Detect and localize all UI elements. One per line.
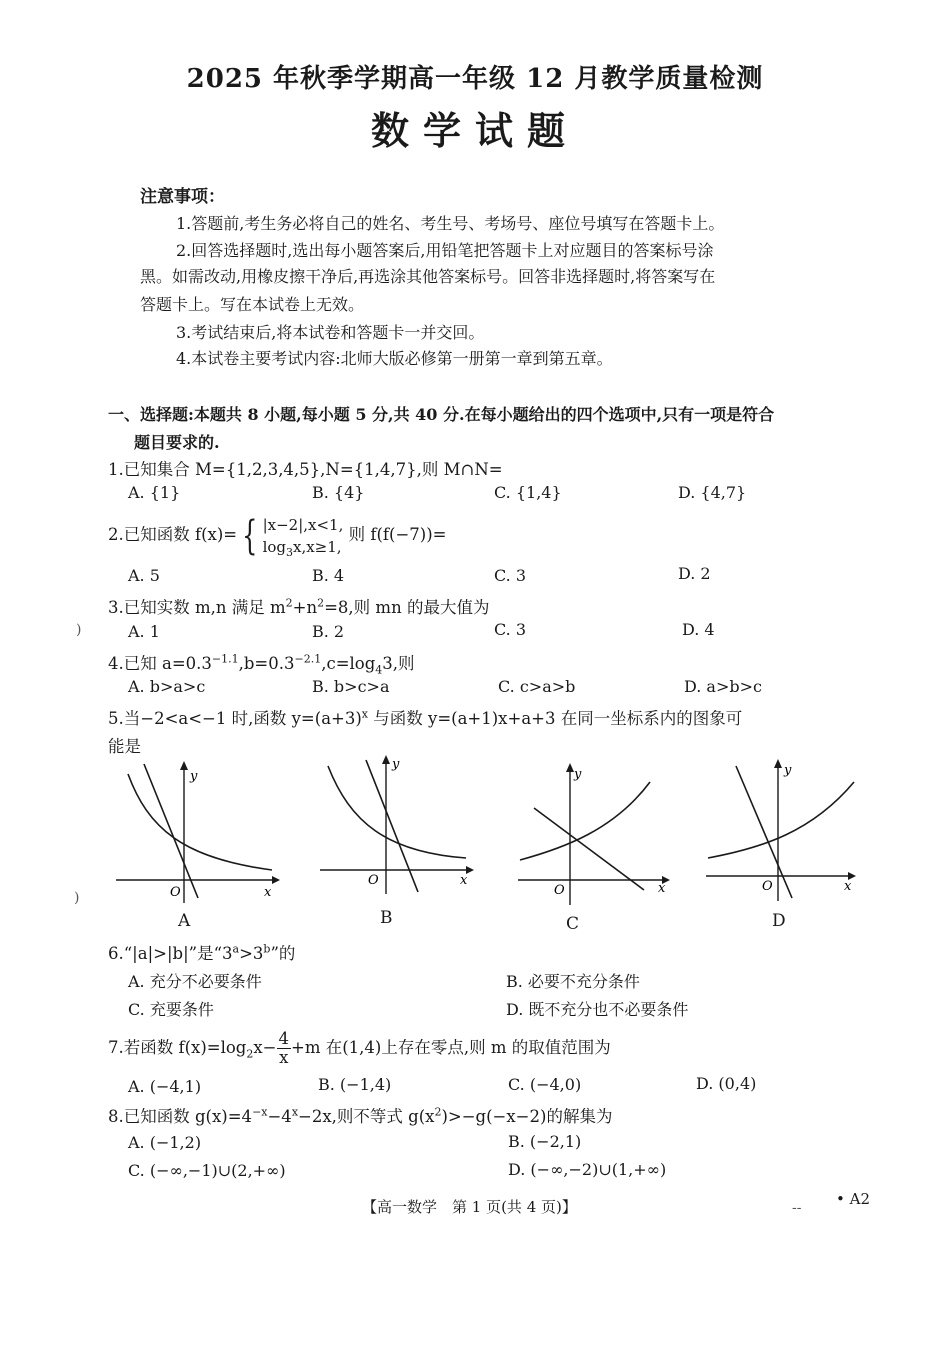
exam-title: 2025 年秋季学期高一年级 12 月教学质量检测 bbox=[186, 64, 764, 94]
q3-a: 3.已知实数 m,n 满足 m bbox=[108, 598, 286, 617]
q7-option-d: D. (0,4) bbox=[696, 1074, 757, 1093]
note-2a: 2.回答选择题时,选出每小题答案后,用铅笔把答题卡上对应题目的答案标号涂 bbox=[176, 241, 714, 260]
q8-s2: x bbox=[291, 1105, 299, 1119]
q7-p2: x− bbox=[253, 1038, 277, 1057]
q2-case-2-sub: 3 bbox=[286, 545, 293, 559]
origin-label: O bbox=[554, 883, 565, 898]
exponential-curve bbox=[708, 782, 854, 858]
q7-p3: +m 在(1,4)上存在零点,则 m 的取值范围为 bbox=[291, 1038, 611, 1057]
q8-p4: )>−g(−x−2)的解集为 bbox=[441, 1107, 613, 1126]
note-1: 1.答题前,考生务必将自己的姓名、考生号、考场号、座位号填写在答题卡上。 bbox=[176, 214, 725, 233]
q3-b: +n bbox=[292, 598, 318, 617]
section-heading-cont: 题目要求的. bbox=[134, 433, 220, 452]
section-heading: 一、选择题:本题共 8 小题,每小题 5 分,共 40 分.在每小题给出的四个选项中,只有一项是符合 bbox=[108, 405, 775, 424]
q2-tail: 则 f(f(−7))= bbox=[348, 525, 447, 544]
q2-lead: 2.已知函数 f(x)= bbox=[108, 525, 238, 544]
q7-option-a: A. (−4,1) bbox=[128, 1077, 202, 1096]
q7-denominator: x bbox=[279, 1048, 289, 1067]
origin-label: O bbox=[762, 879, 773, 894]
q6-p1: 6.“|a|>|b|”是“3 bbox=[108, 944, 233, 963]
q3-c: =8,则 mn 的最大值为 bbox=[324, 598, 490, 617]
q3-sup-2: 2 bbox=[317, 596, 325, 610]
y-label: y bbox=[784, 763, 792, 778]
graph-d bbox=[702, 756, 862, 906]
q4-s2: −2.1 bbox=[294, 652, 322, 666]
origin-label: O bbox=[368, 873, 379, 888]
graph-b bbox=[316, 752, 476, 902]
graph-label-b: B bbox=[380, 908, 393, 928]
note-2b: 黑。如需改动,用橡皮擦干净后,再选涂其他答案标号。回答非选择题时,将答案写在 bbox=[140, 267, 716, 286]
q7-numerator: 4 bbox=[278, 1029, 290, 1048]
q3-option-c: C. 3 bbox=[494, 620, 527, 639]
note-4: 4.本试卷主要考试内容:北师大版必修第一册第一章到第五章。 bbox=[176, 349, 613, 368]
q5-sup: x bbox=[361, 707, 369, 721]
q8-p1: 8.已知函数 g(x)=4 bbox=[108, 1107, 253, 1126]
exponential-curve bbox=[128, 774, 272, 870]
q8-s3: 2 bbox=[434, 1105, 442, 1119]
q8-p3: −2x,则不等式 g(x bbox=[298, 1107, 435, 1126]
q4-option-c: C. c>a>b bbox=[498, 677, 576, 696]
origin-label: O bbox=[170, 885, 181, 900]
linear-line bbox=[534, 808, 644, 890]
q3-sup-1: 2 bbox=[285, 596, 293, 610]
question-1: 1.已知集合 M={1,2,3,4,5},N={1,4,7},则 M∩N= bbox=[108, 460, 503, 479]
q2-case-2-b: x,x≥1, bbox=[293, 537, 342, 556]
linear-line bbox=[144, 764, 198, 898]
graph-label-a: A bbox=[178, 911, 191, 931]
footer-dash: -- bbox=[792, 1200, 802, 1216]
q2-case-1: |x−2|,x<1, bbox=[262, 515, 344, 534]
y-label: y bbox=[574, 767, 582, 782]
q5-a: 5.当−2<a<−1 时,函数 y=(a+3) bbox=[108, 709, 362, 728]
y-label: y bbox=[190, 769, 198, 784]
graph-label-c: C bbox=[566, 914, 580, 934]
q8-s1: −x bbox=[252, 1105, 268, 1119]
q4-option-a: A. b>a>c bbox=[128, 677, 206, 696]
question-5-cont: 能是 bbox=[108, 737, 141, 756]
q3-option-d: D. 4 bbox=[682, 620, 715, 639]
brace-icon: { bbox=[242, 512, 258, 559]
y-arrow-icon bbox=[566, 763, 574, 772]
q6-option-d: D. 既不充分也不必要条件 bbox=[506, 1000, 689, 1019]
exponential-curve bbox=[328, 766, 466, 858]
graph-label-d: D bbox=[772, 911, 786, 931]
q2-case-2 bbox=[263, 536, 344, 558]
q7-sub: 2 bbox=[246, 1047, 254, 1061]
q7-p1: 7.若函数 f(x)=log bbox=[108, 1038, 247, 1057]
x-label: x bbox=[844, 879, 852, 894]
question-5 bbox=[108, 705, 742, 729]
q2-cases bbox=[263, 514, 344, 558]
question-7 bbox=[108, 1024, 611, 1072]
note-3: 3.考试结束后,将本试卷和答题卡一并交回。 bbox=[176, 323, 485, 342]
q6-option-a: A. 充分不必要条件 bbox=[128, 972, 262, 991]
q4-s1: −1.1 bbox=[211, 652, 239, 666]
x-label: x bbox=[460, 873, 468, 888]
q6-p3: ”的 bbox=[270, 944, 296, 963]
q4-sub3: 4 bbox=[375, 663, 383, 677]
q6-s2: b bbox=[263, 942, 271, 956]
margin-mark: ) bbox=[74, 890, 80, 906]
graph-c bbox=[514, 760, 674, 910]
question-2 bbox=[108, 512, 446, 558]
q2-option-b: B. 4 bbox=[312, 566, 345, 585]
q4-p3: ,c=log bbox=[321, 654, 376, 673]
q5-b: 与函数 y=(a+1)x+a+3 在同一坐标系内的图象可 bbox=[368, 709, 743, 728]
question-3 bbox=[108, 594, 489, 618]
y-arrow-icon bbox=[180, 761, 188, 770]
margin-mark: ) bbox=[76, 622, 82, 638]
q4-p2: ,b=0.3 bbox=[238, 654, 295, 673]
q6-s1: a bbox=[232, 942, 240, 956]
q7-option-b: B. (−1,4) bbox=[318, 1075, 392, 1094]
subject-title: 数学试题 bbox=[370, 108, 579, 153]
note-2c: 答题卡上。写在本试卷上无效。 bbox=[140, 295, 365, 314]
q6-p2: >3 bbox=[239, 944, 264, 963]
q4-option-b: B. b>c>a bbox=[312, 677, 390, 696]
q2-option-a: A. 5 bbox=[128, 566, 160, 585]
paper-code: • A2 bbox=[836, 1190, 870, 1208]
q1-option-c: C. {1,4} bbox=[494, 483, 562, 502]
q8-option-b: B. (−2,1) bbox=[508, 1132, 582, 1151]
x-label: x bbox=[658, 881, 666, 896]
q1-option-d: D. {4,7} bbox=[678, 483, 747, 502]
question-8 bbox=[108, 1103, 612, 1127]
question-4 bbox=[108, 650, 415, 677]
question-6 bbox=[108, 940, 295, 964]
x-arrow-icon bbox=[272, 876, 280, 884]
q4-p1: 4.已知 a=0.3 bbox=[108, 654, 212, 673]
y-label: y bbox=[392, 757, 400, 772]
x-label: x bbox=[264, 885, 272, 900]
q8-option-c: C. (−∞,−1)∪(2,+∞) bbox=[128, 1161, 286, 1180]
q6-option-b: B. 必要不充分条件 bbox=[506, 972, 640, 991]
q6-option-c: C. 充要条件 bbox=[128, 1000, 214, 1019]
q2-case-2-a: log bbox=[262, 537, 286, 556]
q7-option-c: C. (−4,0) bbox=[508, 1075, 582, 1094]
notes-heading: 注意事项： bbox=[140, 187, 225, 207]
q4-p4: 3,则 bbox=[382, 654, 415, 673]
q2-option-d: D. 2 bbox=[678, 564, 711, 583]
q4-option-d: D. a>b>c bbox=[684, 677, 762, 696]
q1-option-b: B. {4} bbox=[312, 483, 365, 502]
y-arrow-icon bbox=[774, 759, 782, 768]
exponential-curve bbox=[520, 782, 650, 860]
q8-p2: −4 bbox=[267, 1107, 292, 1126]
q8-option-d: D. (−∞,−2)∪(1,+∞) bbox=[508, 1160, 667, 1179]
q3-option-a: A. 1 bbox=[128, 622, 160, 641]
q3-option-b: B. 2 bbox=[312, 622, 345, 641]
q1-option-a: A. {1} bbox=[128, 483, 181, 502]
q8-option-a: A. (−1,2) bbox=[128, 1133, 202, 1152]
graph-a bbox=[112, 758, 282, 908]
page-footer: 【高一数学 第 1 页(共 4 页)】 bbox=[362, 1198, 577, 1216]
q2-option-c: C. 3 bbox=[494, 566, 527, 585]
q7-fraction bbox=[277, 1030, 292, 1067]
y-arrow-icon bbox=[382, 755, 390, 764]
